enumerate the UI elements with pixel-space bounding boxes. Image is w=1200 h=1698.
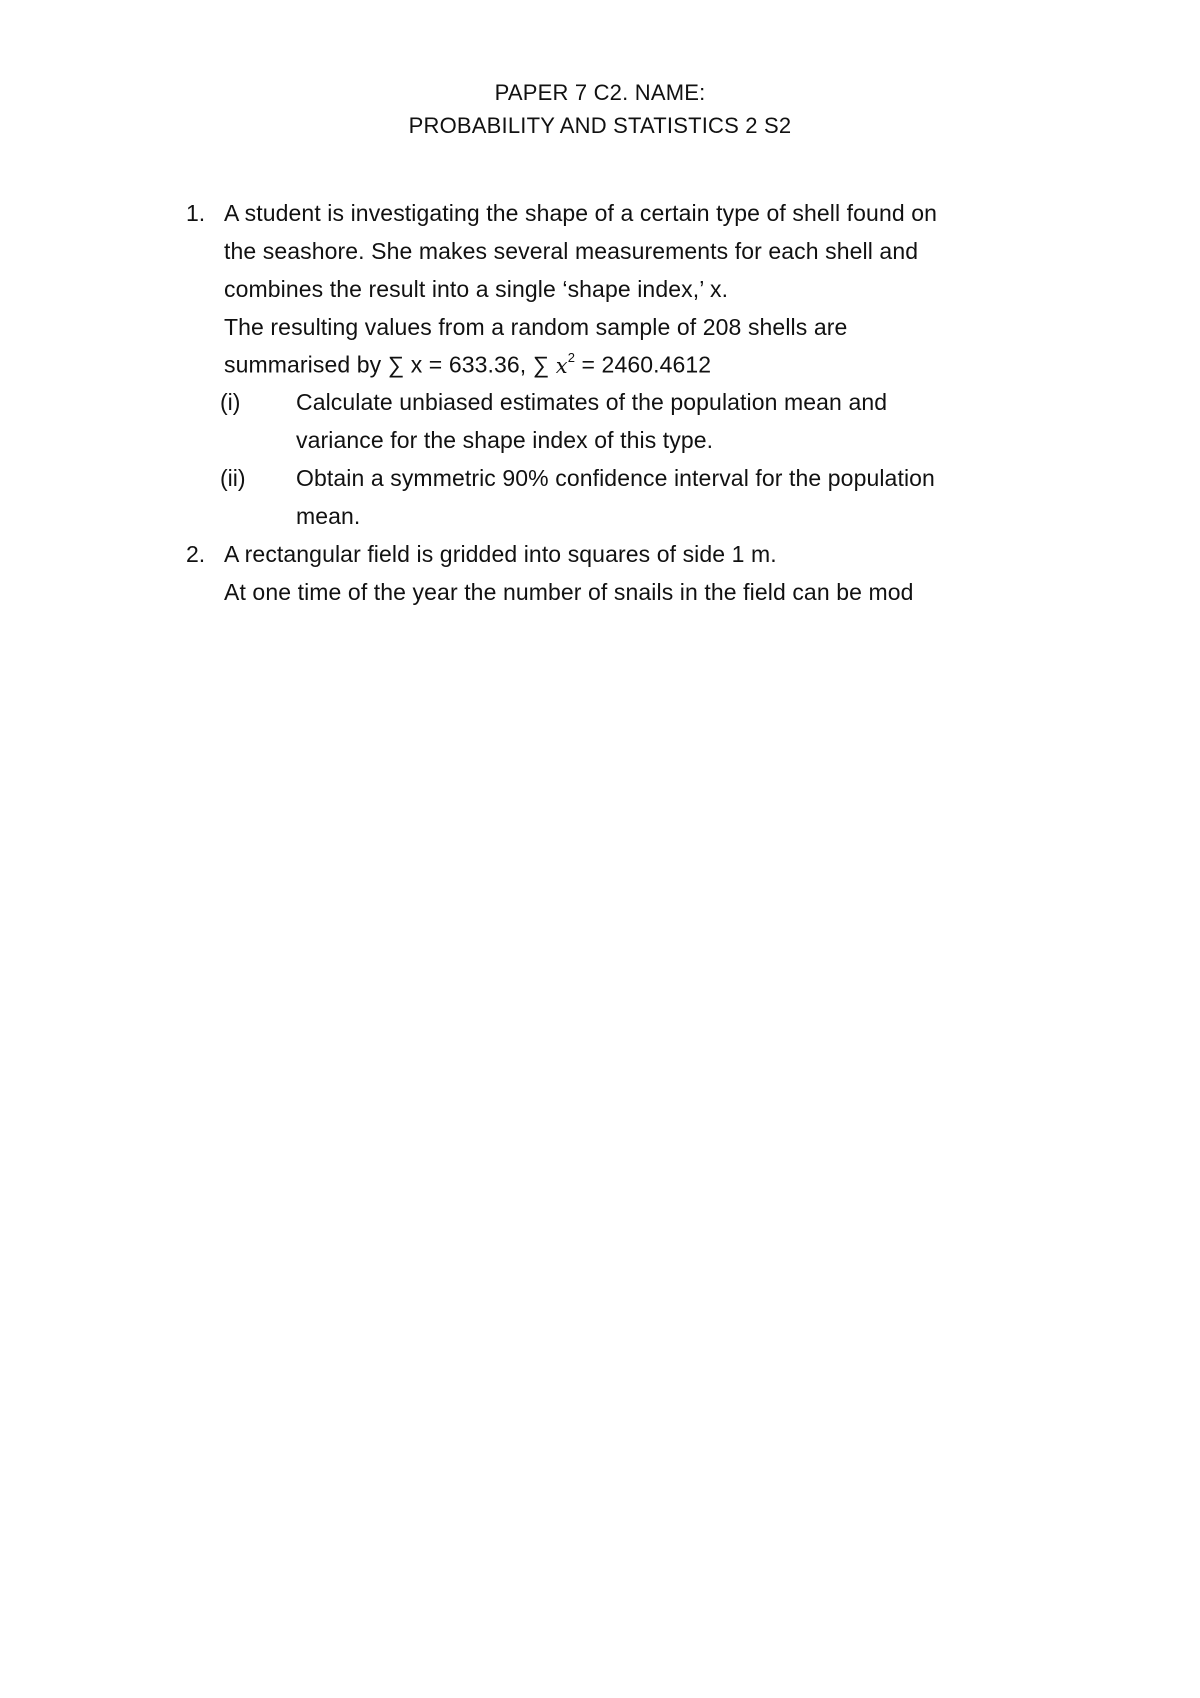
summary-variable: x <box>555 353 568 378</box>
paper-subtitle: PROBABILITY AND STATISTICS 2 S2 <box>408 113 792 138</box>
question-1-summary <box>224 350 712 378</box>
question-1-part-i-line-1: Calculate unbiased estimates of the population mean and <box>296 389 888 415</box>
question-2-line-1: A rectangular field is gridded into squares of side 1 m. <box>224 541 777 567</box>
question-1-part-i-label: (i) <box>220 389 241 415</box>
summary-prefix: summarised by ∑ x = 633.36, ∑ <box>224 351 556 378</box>
question-1-part-ii-line-2: mean. <box>296 503 361 529</box>
question-1-part-ii-line-1: Obtain a symmetric 90% confidence interval for the population <box>296 465 935 491</box>
question-1-line-2: the seashore. She makes several measurements for each shell and <box>224 238 919 264</box>
paper-title: PAPER 7 C2. NAME: <box>494 80 706 105</box>
question-1-part-i-line-2: variance for the shape index of this type. <box>296 427 714 453</box>
summary-suffix: = 2460.4612 <box>575 351 712 378</box>
question-1-part-ii-label: (ii) <box>220 465 246 491</box>
question-1-line-4: The resulting values from a random sample of 208 shells are <box>224 314 848 340</box>
question-2-number: 2. <box>186 541 206 567</box>
summary-exponent: 2 <box>567 350 576 365</box>
question-1-number: 1. <box>186 200 206 226</box>
question-1-line-3: combines the result into a single ‘shape index,’ x. <box>224 276 729 302</box>
question-1-line-1: A student is investigating the shape of a certain type of shell found on <box>224 200 938 226</box>
question-2-line-2: At one time of the year the number of snails in the field can be mod <box>224 579 914 605</box>
